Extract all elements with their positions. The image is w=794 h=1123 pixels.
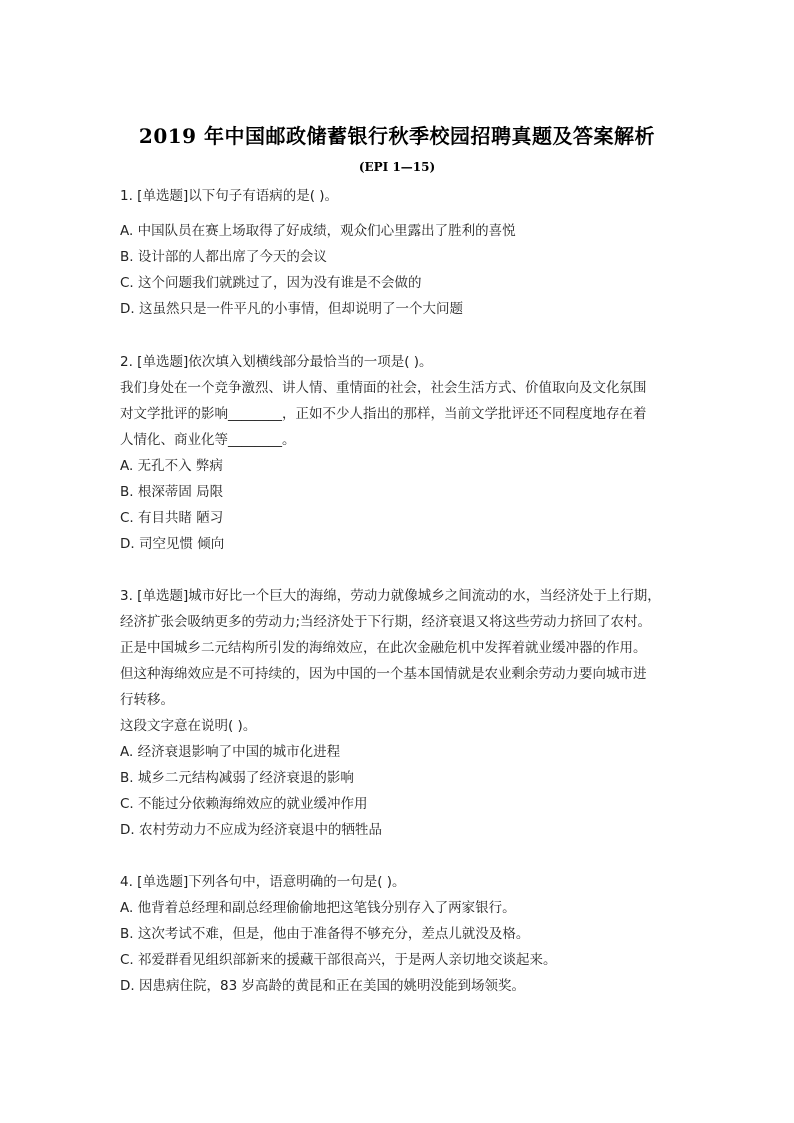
question-2-option-d: D. 司空见惯 倾向 [120,536,225,552]
question-4-option-c: C. 祁爱群看见组织部新来的援藏干部很高兴，于是两人亲切地交谈起来。 [120,952,557,968]
question-3-passage-line: 经济扩张会吸纳更多的劳动力;当经济处于下行期，经济衰退又将这些劳动力挤回了农村。 [120,614,652,630]
document-title: 2019 年中国邮政储蓄银行秋季校园招聘真题及答案解析 [138,124,656,148]
question-1-option-b: B. 设计部的人都出席了今天的会议 [120,249,327,265]
question-3-prompt: 这段文字意在说明( )。 [120,718,257,734]
question-2-option-a: A. 无孔不入 弊病 [120,458,223,474]
question-3-option-a: A. 经济衰退影响了中国的城市化进程 [120,744,341,760]
question-2-stem: 2. [单选题]依次填入划横线部分最恰当的一项是( )。 [120,354,433,370]
question-3-passage-line: 但这种海绵效应是不可持续的，因为中国的一个基本国情就是农业剩余劳动力要向城市进 [120,666,647,682]
question-4-stem: 4. [单选题]下列各句中，语意明确的一句是( )。 [120,874,406,890]
document-subtitle: (EPI 1—15) [358,160,436,174]
question-2-passage-line: 我们身处在一个竞争激烈、讲人情、重情面的社会，社会生活方式、价值取向及文化氛围 [120,380,647,396]
question-4-option-d: D. 因患病住院，83 岁高龄的黄昆和正在美国的姚明没能到场领奖。 [120,978,525,994]
question-1-option-c: C. 这个问题我们就跳过了，因为没有谁是不会做的 [120,275,422,291]
question-3-stem: 3. [单选题]城市好比一个巨大的海绵，劳动力就像城乡之间流动的水，当经济处于上行期， [120,588,661,604]
question-4-option-b: B. 这次考试不难，但是，他由于准备得不够充分，差点儿就没及格。 [120,926,530,942]
question-2-passage-line: 人情化、商业化等________。 [120,432,296,448]
question-1-option-d: D. 这虽然只是一件平凡的小事情，但却说明了一个大问题 [120,301,463,317]
question-3-option-b: B. 城乡二元结构减弱了经济衰退的影响 [120,770,354,786]
question-2-option-c: C. 有目共睹 陋习 [120,510,224,526]
question-3-option-d: D. 农村劳动力不应成为经济衰退中的牺牲品 [120,822,382,838]
question-4-option-a: A. 他背着总经理和副总经理偷偷地把这笔钱分别存入了两家银行。 [120,900,516,916]
question-2-passage-line: 对文学批评的影响________，正如不少人指出的那样，当前文学批评还不同程度地存在着 [120,406,647,422]
question-1-stem: 1. [单选题]以下句子有语病的是( )。 [120,188,339,204]
question-3-passage-line: 行转移。 [120,692,174,708]
question-2-option-b: B. 根深蒂固 局限 [120,484,224,500]
question-3-option-c: C. 不能过分依赖海绵效应的就业缓冲作用 [120,796,368,812]
question-1-option-a: A. 中国队员在赛上场取得了好成绩，观众们心里露出了胜利的喜悦 [120,223,516,239]
question-3-passage-line: 正是中国城乡二元结构所引发的海绵效应，在此次金融危机中发挥着就业缓冲器的作用。 [120,640,647,656]
